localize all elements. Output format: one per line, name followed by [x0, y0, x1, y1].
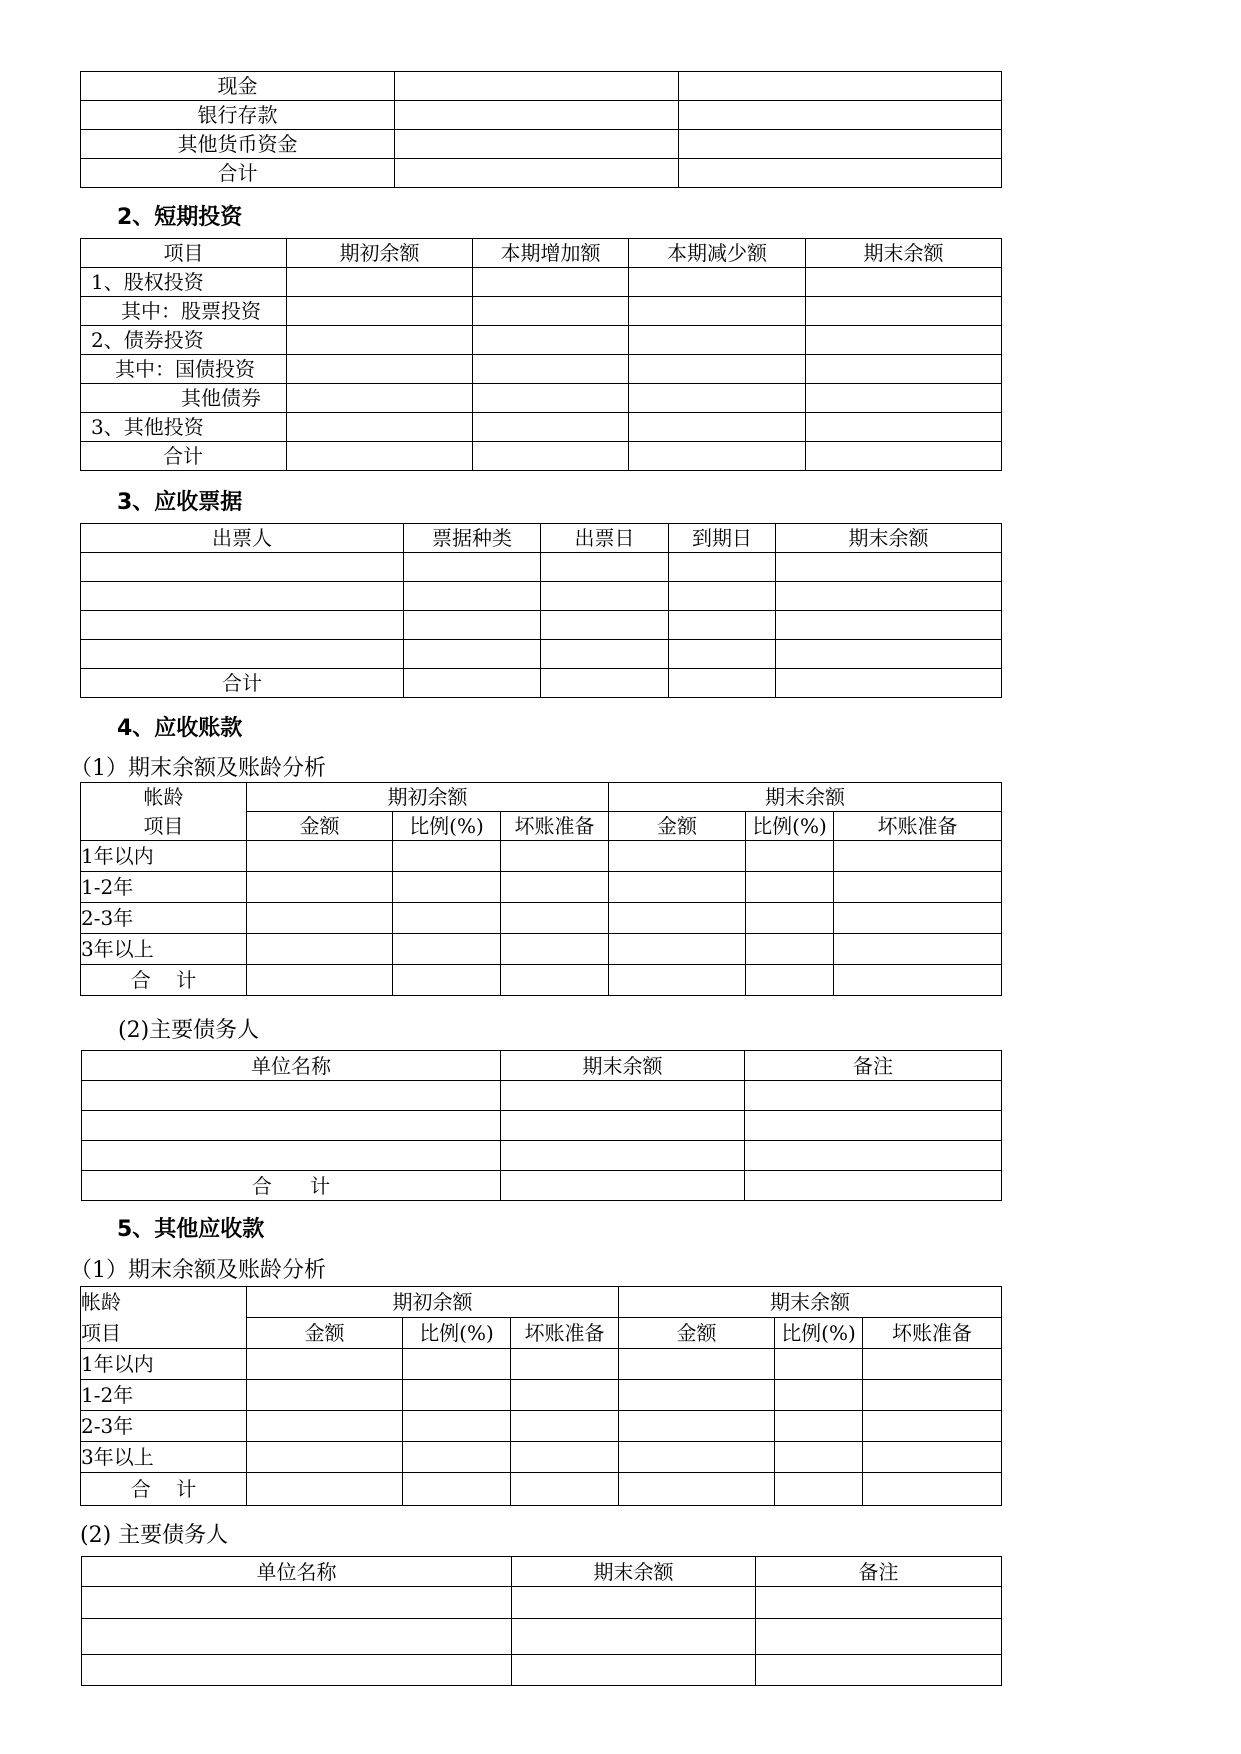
column-header: 备注: [756, 1557, 1002, 1587]
cell[interactable]: [501, 934, 609, 965]
cell[interactable]: [287, 268, 473, 297]
cell[interactable]: [247, 872, 393, 903]
cell[interactable]: [473, 413, 629, 442]
column-header: 出票人: [81, 524, 404, 553]
cell[interactable]: [746, 841, 834, 872]
cell[interactable]: [512, 1587, 756, 1619]
column-header: 期末余额: [806, 239, 1002, 268]
cell[interactable]: [679, 101, 1002, 130]
total-label: 合计: [81, 159, 395, 188]
column-header: 坏账准备: [834, 812, 1002, 841]
cell[interactable]: [81, 553, 404, 582]
group-header-closing: 期末余额: [619, 1287, 1002, 1318]
column-header: 金额: [247, 812, 393, 841]
row-label: 其中：股票投资: [81, 297, 287, 326]
subsection-main-debtors: (2)主要债务人: [118, 1018, 260, 1043]
total-label: 合 计: [81, 965, 247, 996]
column-header: 本期增加额: [473, 239, 629, 268]
cell[interactable]: [776, 611, 1002, 640]
subsection-aging-analysis: （1）期末余额及账龄分析: [70, 756, 326, 781]
total-label: 合 计: [81, 1473, 247, 1506]
cell[interactable]: [806, 355, 1002, 384]
column-header: 金额: [609, 812, 746, 841]
cell[interactable]: [669, 669, 776, 698]
cell[interactable]: [403, 1442, 511, 1473]
cell[interactable]: [629, 326, 806, 355]
column-header: 出票日: [541, 524, 669, 553]
group-header-opening: 期初余额: [247, 783, 609, 812]
cell[interactable]: [247, 1411, 403, 1442]
cell[interactable]: [609, 934, 746, 965]
cell[interactable]: [81, 582, 404, 611]
cell[interactable]: [756, 1619, 1002, 1655]
cell[interactable]: [619, 1411, 775, 1442]
short-term-investment-table: [80, 238, 1002, 471]
section-heading-short-term-investment: 2、短期投资: [117, 205, 243, 230]
cell[interactable]: [404, 553, 541, 582]
row-label: 3年以上: [81, 1442, 247, 1473]
subsection-aging-analysis: （1）期末余额及账龄分析: [70, 1258, 326, 1283]
cell[interactable]: [679, 130, 1002, 159]
cell[interactable]: [512, 1619, 756, 1655]
row-label: 1年以内: [81, 1349, 247, 1380]
cell[interactable]: [473, 297, 629, 326]
other-receivables-debtors-table: [81, 1556, 1002, 1686]
cell[interactable]: [501, 965, 609, 996]
cell[interactable]: [511, 1380, 619, 1411]
cell[interactable]: [287, 297, 473, 326]
row-label: 2、债券投资: [81, 326, 287, 355]
cell[interactable]: [806, 413, 1002, 442]
cell[interactable]: [745, 1141, 1002, 1171]
cell[interactable]: [776, 669, 1002, 698]
cell[interactable]: [619, 1442, 775, 1473]
cell[interactable]: [395, 130, 679, 159]
cell[interactable]: [81, 640, 404, 669]
notes-receivable-table: [80, 523, 1002, 698]
cell[interactable]: [247, 1442, 403, 1473]
column-header: 金额: [247, 1318, 403, 1349]
cell[interactable]: [541, 611, 669, 640]
column-header: 项目: [81, 239, 287, 268]
cell[interactable]: [395, 72, 679, 101]
cell[interactable]: [775, 1411, 863, 1442]
row-label: 1-2年: [81, 1380, 247, 1411]
column-header: 票据种类: [404, 524, 541, 553]
cell[interactable]: [629, 413, 806, 442]
cell[interactable]: [629, 268, 806, 297]
cell[interactable]: [745, 1171, 1002, 1201]
cell[interactable]: [287, 326, 473, 355]
cell[interactable]: [776, 582, 1002, 611]
corner-label-item: 项目: [81, 1318, 247, 1349]
cell[interactable]: [863, 1380, 1002, 1411]
cell[interactable]: [541, 640, 669, 669]
column-header: 单位名称: [82, 1557, 512, 1587]
cell[interactable]: [863, 1442, 1002, 1473]
cell[interactable]: [404, 640, 541, 669]
cell[interactable]: [775, 1442, 863, 1473]
cell[interactable]: [82, 1081, 501, 1111]
cell[interactable]: [287, 442, 473, 471]
cell[interactable]: [473, 384, 629, 413]
total-label: 合 计: [82, 1171, 501, 1201]
cell[interactable]: [395, 101, 679, 130]
cell[interactable]: [669, 582, 776, 611]
cell[interactable]: [512, 1655, 756, 1686]
cell[interactable]: [541, 582, 669, 611]
cell[interactable]: [746, 903, 834, 934]
accounts-receivable-debtors-table: [81, 1050, 1002, 1201]
cell[interactable]: [501, 1111, 745, 1141]
cell[interactable]: [834, 841, 1002, 872]
cell[interactable]: [247, 903, 393, 934]
cell[interactable]: [82, 1655, 512, 1686]
cell[interactable]: [82, 1111, 501, 1141]
column-header: 期末余额: [776, 524, 1002, 553]
cell[interactable]: [756, 1587, 1002, 1619]
cell[interactable]: [746, 934, 834, 965]
cell[interactable]: [511, 1473, 619, 1506]
column-header: 期末余额: [512, 1557, 756, 1587]
cell[interactable]: [473, 326, 629, 355]
cell[interactable]: [619, 1349, 775, 1380]
cell[interactable]: [501, 903, 609, 934]
cell[interactable]: [247, 841, 393, 872]
cell[interactable]: [863, 1473, 1002, 1506]
corner-label-aging: 帐龄: [81, 783, 247, 812]
other-receivables-aging-table: [80, 1286, 1002, 1506]
cell[interactable]: [403, 1349, 511, 1380]
cell[interactable]: [609, 872, 746, 903]
cell[interactable]: [247, 1349, 403, 1380]
accounts-receivable-aging-table: [80, 782, 1002, 996]
row-label: 1年以内: [81, 841, 247, 872]
cell[interactable]: [473, 268, 629, 297]
cell[interactable]: [669, 640, 776, 669]
row-label: 其他债券: [81, 384, 287, 413]
cell[interactable]: [501, 841, 609, 872]
cash-table: [80, 71, 1002, 188]
cell[interactable]: [501, 1171, 745, 1201]
column-header: 坏账准备: [863, 1318, 1002, 1349]
column-header: 期初余额: [287, 239, 473, 268]
section-heading-other-receivables: 5、其他应收款: [117, 1217, 265, 1242]
cell[interactable]: [619, 1380, 775, 1411]
cell[interactable]: [775, 1473, 863, 1506]
cell[interactable]: [473, 442, 629, 471]
cell[interactable]: [247, 965, 393, 996]
cell[interactable]: [669, 553, 776, 582]
cell[interactable]: [806, 297, 1002, 326]
cell[interactable]: [806, 384, 1002, 413]
cell[interactable]: [679, 72, 1002, 101]
cell[interactable]: [393, 841, 501, 872]
column-header: 金额: [619, 1318, 775, 1349]
section-heading-accounts-receivable: 4、应收账款: [117, 716, 243, 741]
row-label: 2-3年: [81, 903, 247, 934]
cell[interactable]: [609, 903, 746, 934]
column-header: 期末余额: [501, 1051, 745, 1081]
cell[interactable]: [619, 1473, 775, 1506]
cell[interactable]: [404, 582, 541, 611]
cell[interactable]: [609, 841, 746, 872]
cell[interactable]: [609, 965, 746, 996]
column-header: 比例(%): [746, 812, 834, 841]
row-label: 3年以上: [81, 934, 247, 965]
column-header: 备注: [745, 1051, 1002, 1081]
cell[interactable]: [806, 326, 1002, 355]
cell[interactable]: [775, 1349, 863, 1380]
column-header: 坏账准备: [501, 812, 609, 841]
cell[interactable]: [745, 1111, 1002, 1141]
cell[interactable]: [775, 1380, 863, 1411]
column-header: 单位名称: [82, 1051, 501, 1081]
cell[interactable]: [403, 1473, 511, 1506]
corner-label-item: 项目: [81, 812, 247, 841]
cell[interactable]: [511, 1349, 619, 1380]
cell[interactable]: [247, 1473, 403, 1506]
cell[interactable]: [679, 159, 1002, 188]
cell[interactable]: [834, 934, 1002, 965]
cell[interactable]: [247, 934, 393, 965]
cell[interactable]: [393, 903, 501, 934]
cell[interactable]: [629, 297, 806, 326]
cell[interactable]: [541, 553, 669, 582]
total-label: 合计: [81, 669, 404, 698]
cell[interactable]: [287, 413, 473, 442]
cell[interactable]: [834, 965, 1002, 996]
cell[interactable]: [776, 553, 1002, 582]
cell[interactable]: [669, 611, 776, 640]
cell[interactable]: [511, 1411, 619, 1442]
cell[interactable]: [834, 872, 1002, 903]
row-label: 现金: [81, 72, 395, 101]
group-header-opening: 期初余额: [247, 1287, 619, 1318]
cell[interactable]: [806, 442, 1002, 471]
column-header: 坏账准备: [511, 1318, 619, 1349]
cell[interactable]: [863, 1411, 1002, 1442]
cell[interactable]: [511, 1442, 619, 1473]
cell[interactable]: [82, 1619, 512, 1655]
cell[interactable]: [395, 159, 679, 188]
cell[interactable]: [629, 355, 806, 384]
column-header: 到期日: [669, 524, 776, 553]
cell[interactable]: [629, 442, 806, 471]
row-label: 1、股权投资: [81, 268, 287, 297]
column-header: 本期减少额: [629, 239, 806, 268]
total-label: 合计: [81, 442, 287, 471]
cell[interactable]: [404, 611, 541, 640]
cell[interactable]: [776, 640, 1002, 669]
cell[interactable]: [82, 1587, 512, 1619]
cell[interactable]: [247, 1380, 403, 1411]
cell[interactable]: [81, 611, 404, 640]
cell[interactable]: [287, 384, 473, 413]
cell[interactable]: [501, 872, 609, 903]
cell[interactable]: [501, 1081, 745, 1111]
row-label: 3、其他投资: [81, 413, 287, 442]
cell[interactable]: [82, 1141, 501, 1171]
cell[interactable]: [404, 669, 541, 698]
cell[interactable]: [393, 965, 501, 996]
cell[interactable]: [834, 903, 1002, 934]
row-label: 其中：国债投资: [81, 355, 287, 384]
cell[interactable]: [393, 934, 501, 965]
cell[interactable]: [746, 872, 834, 903]
cell[interactable]: [629, 384, 806, 413]
corner-label-aging: 帐龄: [81, 1287, 247, 1318]
cell[interactable]: [863, 1349, 1002, 1380]
subsection-main-debtors: (2) 主要债务人: [80, 1523, 229, 1548]
cell[interactable]: [541, 669, 669, 698]
row-label: 银行存款: [81, 101, 395, 130]
cell[interactable]: [806, 268, 1002, 297]
column-header: 比例(%): [403, 1318, 511, 1349]
column-header: 比例(%): [775, 1318, 863, 1349]
cell[interactable]: [287, 355, 473, 384]
cell[interactable]: [756, 1655, 1002, 1686]
cell[interactable]: [403, 1380, 511, 1411]
row-label: 1-2年: [81, 872, 247, 903]
cell[interactable]: [746, 965, 834, 996]
row-label: 其他货币资金: [81, 130, 395, 159]
group-header-closing: 期末余额: [609, 783, 1002, 812]
cell[interactable]: [745, 1081, 1002, 1111]
cell[interactable]: [393, 872, 501, 903]
cell[interactable]: [473, 355, 629, 384]
column-header: 比例(%): [393, 812, 501, 841]
cell[interactable]: [501, 1141, 745, 1171]
section-heading-notes-receivable: 3、应收票据: [117, 490, 243, 515]
row-label: 2-3年: [81, 1411, 247, 1442]
cell[interactable]: [403, 1411, 511, 1442]
